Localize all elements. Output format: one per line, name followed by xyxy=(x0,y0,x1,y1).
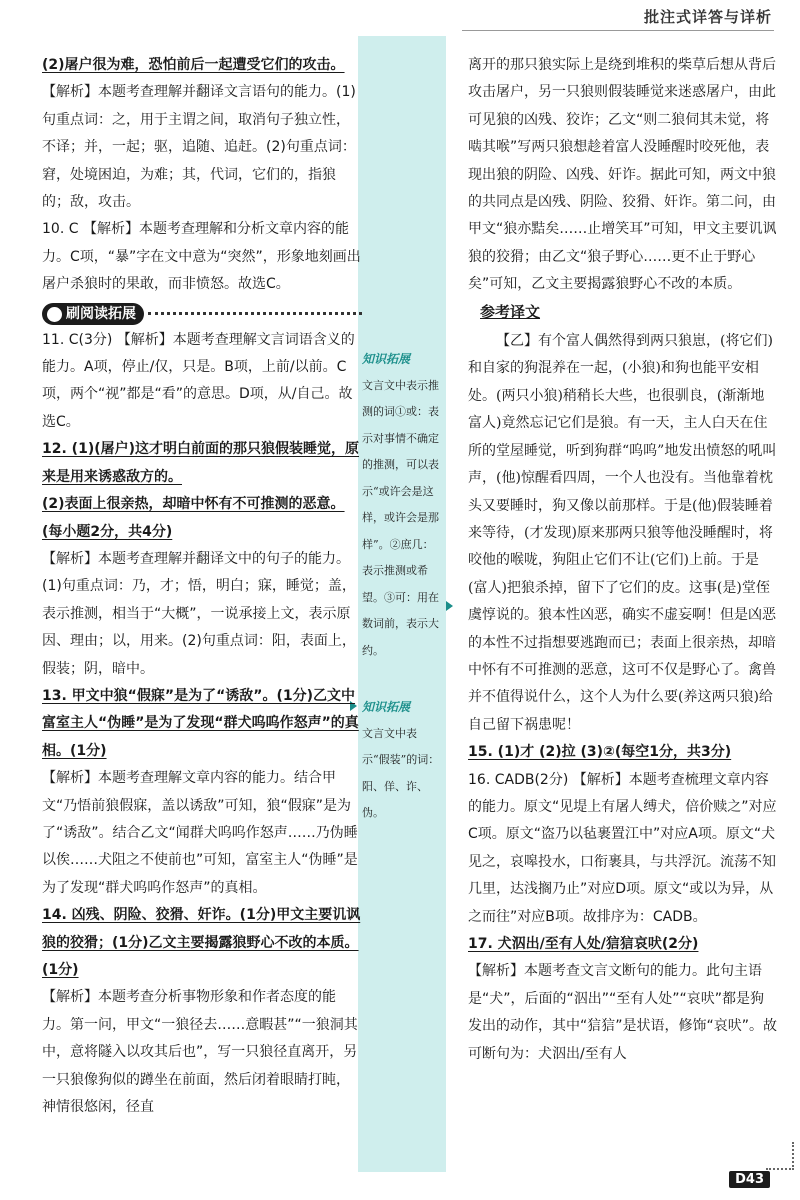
left-column xyxy=(42,52,362,1121)
q14-analysis: 【解析】本题考查分析事物形象和作者态度的能力。第一问，甲文“一狼径去……意暇甚”“一狼洞其中，意将隧入以攻其后也”，写一只狼径直离开，另一只狼像狗似的蹲坐在前面，然后闭着眼睛打盹，神情很悠闲，径直 xyxy=(42,989,358,1116)
q17-analysis: 【解析】本题考查文言文断句的能力。此句主语是“犬”，后面的“泅出”“至有人处”“哀吠”都是狗发出的动作，其中“狺狺”是状语，修饰“哀吠”。故可断句为：犬泅出/至有人 xyxy=(468,963,778,1062)
q9-2-answer: (2)屠户很为难，恐怕前后一起遭受它们的攻击。 xyxy=(42,57,345,73)
page-number: D43 xyxy=(729,1171,770,1188)
section-dots xyxy=(148,312,362,315)
q13-answer: 13. 甲文中狼“假寐”是为了“诱敌”。(1分)乙文中富室主人“伪睡”是为了发现“群犬呜呜作怒声”的真相。(1分) xyxy=(42,687,359,759)
page-corner-decoration xyxy=(766,1142,794,1170)
knowledge-box-1 xyxy=(362,346,444,664)
section-heading xyxy=(42,303,362,325)
q10-answer: 10. C 【解析】本题考查理解和分析文章内容的能力。C项，“暴”字在文中意为“突然”，形象地刻画出屠户杀狼时的果敢，而非愤怒。故选C。 xyxy=(42,221,361,293)
q15-answer: 15. (1)才 (2)拉 (3)②(每空1分，共3分) xyxy=(468,744,732,761)
knowledge-box-2-text: 文言文中表示“假装”的词：阳、佯、诈、伪。 xyxy=(362,726,440,819)
q14-answer: 14. 凶残、阴险、狡猾、奸诈。(1分)甲文主要讥讽狼的狡猾；(1分)乙文主要揭露狼野心不改的本质。(1分) xyxy=(42,907,361,978)
right-column xyxy=(468,52,778,1068)
q12-2-answer: (2)表面上很亲热，却暗中怀有不可推测的恶意。(每小题2分，共4分) xyxy=(42,496,345,540)
knowledge-box-1-text: 文言文中表示推测的词①或：表示对事情不确定的推测，可以表示“或许会是这样，或许会是那样”。②庶几：表示推测或希望。③可：用在数词前，表示大约。 xyxy=(362,378,439,657)
header-title: 批注式详答与详析 xyxy=(643,8,772,26)
knowledge-box-1-title: 知识拓展 xyxy=(362,352,411,366)
translation-text: 【乙】有个富人偶然得到两只狼崽，(将它们)和自家的狗混养在一起，(小狼)和狗也能平安相处。(两只小狼)稍稍长大些，也很驯良，(渐渐地富人)竟然忘记它们是狼。有一天，主人白天在住所的堂屋睡觉，听到狗群“呜呜”地发出愤怒的吼叫声，(他)惊醒看四周，一个人也没有。当他靠着枕头又要睡时，狗又像以前那样。于是(他)假装睡着来等待，(才发现)原来那两只狼等他没睡醒时，将咬他的喉咙，狗阻止它们不让(它们)上前。于是(富人)把狼杀掉，留下了它们的皮。这事(是)堂侄虞惇说的。狼本性凶恶，确实不虚妄啊！但是凶恶的本性不过指想要逃跑而已；表面上很亲热，却暗中怀有不可推测的恶意，这可不仅是野心了。禽兽并不值得说什么，这个人为什么要(养这两只狼)给自己留下祸患呢！ xyxy=(468,333,777,733)
q12-analysis: 【解析】本题考查理解并翻译文中的句子的能力。(1)句重点词：乃，才；悟，明白；寐，睡觉；盖，表示推测，相当于“大概”，一说承接上文，表示原因、理由；以，用来。(2)句重点词：阳，表面上，假装；阴，暗中。 xyxy=(42,550,356,677)
q14-analysis-cont: 离开的那只狼实际上是绕到堆积的柴草后想从背后攻击屠户，另一只狼则假装睡觉来迷惑屠户，由此可见狼的凶残、狡诈；乙文“则二狼伺其未觉，将啮其喉”写两只狼想趁着富人没睡醒时咬死他，表现出狼的阴险、凶残、奸诈。据此可知，两文中狼的共同点是凶残、阴险、狡猾、奸诈。第二问，由甲文“狼亦黠矣……止增笑耳”可知，甲文主要讥讽狼的狡猾；由乙文“狼子野心……更不止于野心矣”可知，乙文主要揭露狼野心不改的本质。 xyxy=(468,57,777,293)
section-title: 刷阅读拓展 xyxy=(42,303,144,325)
arrow-icon xyxy=(446,601,453,611)
translation-title: 参考译文 xyxy=(480,302,541,321)
q11-answer: 11. C(3分) 【解析】本题考查理解文言词语含义的能力。A项，停止/仅，只是。B项，上前/以前。C项，两个“视”都是“看”的意思。D项，从/自己。故选C。 xyxy=(42,331,355,430)
knowledge-box-2 xyxy=(362,694,444,827)
header-rule xyxy=(462,30,774,31)
q16-answer: 16. CADB(2分) 【解析】本题考查梳理文章内容的能力。原文“见堤上有屠人缚犬，倍价赎之”对应C项。原文“盗乃以毡裹置江中”对应A项。原文“犬见之，哀嗥投水，口衔裹具，与共浮沉。流荡不知几里，达浅搁乃止”对应D项。原文“或以为异，从之而往”对应B项。故排序为：CADB。 xyxy=(468,771,777,925)
q9-2-analysis: 【解析】本题考查理解并翻译文言语句的能力。(1)句重点词：之，用于主谓之间，取消句子独立性，不译；并，一起；驱，追随、追赶。(2)句重点词：窘，处境困迫，为难；其，代词，它们的，指狼的；敌，攻击。 xyxy=(42,84,356,211)
q17-answer: 17. 犬泅出/至有人处/狺狺哀吠(2分) xyxy=(468,936,699,952)
knowledge-box-2-title: 知识拓展 xyxy=(362,700,411,714)
q12-1-answer: 12. (1)(屠户)这才明白前面的那只狼假装睡觉，原来是用来诱惑敌方的。 xyxy=(42,441,360,485)
q13-analysis: 【解析】本题考查理解文章内容的能力。结合甲文“乃悟前狼假寐，盖以诱敌”可知，狼“假寐”是为了“诱敌”。结合乙文“闻群犬呜呜作怒声……乃伪睡以俟……犬阻之不使前也”可知，富室主人“伪睡”是为了发现“群犬呜呜作怒声”的真相。 xyxy=(42,770,358,896)
